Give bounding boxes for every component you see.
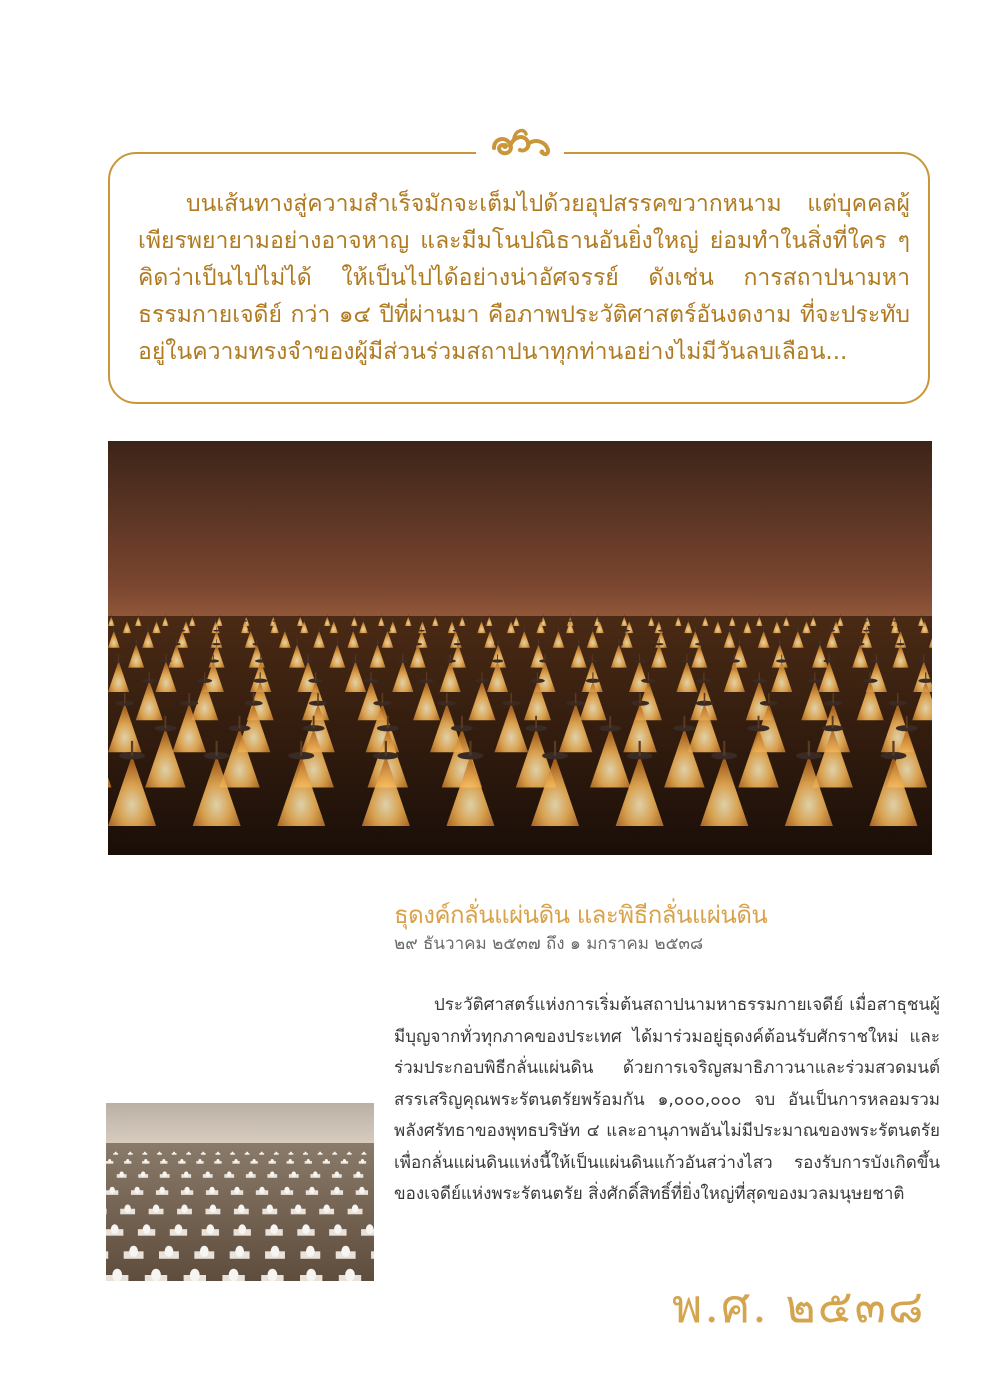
meditator-figure: [165, 1246, 174, 1257]
meditator-figure: [234, 1159, 237, 1163]
meditator-figure: [334, 1224, 342, 1234]
meditator-figure: [124, 1205, 131, 1213]
meditator-figure: [198, 1159, 201, 1163]
meditator-figure: [270, 1171, 274, 1177]
meditator-figure: [271, 1159, 274, 1163]
meditator-figure: [175, 1224, 183, 1234]
meditator-figure: [359, 1187, 364, 1194]
meditator-figure: [231, 1152, 233, 1155]
history-paragraph: [394, 990, 940, 1211]
meditator-figure: [341, 1246, 350, 1257]
meditator-figure: [173, 1152, 175, 1155]
meditator-figure: [209, 1187, 214, 1194]
meditator-figure: [335, 1171, 339, 1177]
floral-ornament-icon: [484, 124, 556, 164]
meditator-figure: [144, 1159, 147, 1163]
caption-date: ๒๙ ธันวาคม ๒๕๓๗ ถึง ๑ มกราคม ๒๕๓๘: [394, 934, 704, 954]
meditator-figure: [268, 1269, 278, 1281]
meditator-figure: [249, 1171, 253, 1177]
meditator-figure: [238, 1224, 246, 1234]
meditator-figure: [289, 1159, 292, 1163]
meditator-figure: [151, 1269, 161, 1281]
caption-title: ธุดงค์กลั่นแผ่นดิน และพิธีกลั่นแผ่นดิน: [394, 901, 768, 929]
meditator-figure: [238, 1205, 245, 1213]
meditator-figure: [271, 1246, 280, 1257]
meditator-figure: [267, 1205, 274, 1213]
meditator-figure: [306, 1269, 316, 1281]
year-label: พ.ศ. ๒๕๓๘: [672, 1279, 926, 1333]
meditator-figure: [153, 1205, 160, 1213]
meditator-figure: [304, 1152, 306, 1155]
meditator-figure: [202, 1152, 204, 1155]
meditator-figure: [120, 1171, 124, 1177]
meditator-figure: [302, 1224, 310, 1234]
meditator-figure: [246, 1152, 248, 1155]
meditator-figure: [134, 1187, 139, 1194]
meditator-figure: [227, 1171, 231, 1177]
intro-quote-text: บนเส้นทางสู่ความสำเร็จมักจะเต็มไปด้วยอุปสรรคขวากหนาม แต่บุคคลผู้เพียรพยายามอย่างอาจหาญ และมีมโนปณิธานอันยิ่งใหญ่ ย่อมทำในสิ่งที่ใคร ๆ คิดว่าเป็นไปไม่ได้ ให้เป็นไปได้อย่างน่าอัศจรรย์ ดังเช่น การสถาปนามหาธรรมกายเจดีย์ กว่า ๑๔ ปีที่ผ่านมา คือภาพประวัติศาสตร์อันงดงาม ที่จะประทับอยู่ในความทรงจำของผู้มีส่วนร่วมสถาปนาทุกท่านอย่างไม่มีวันลบเลือน...: [138, 191, 910, 365]
meditator-figure: [184, 1171, 188, 1177]
meditator-figure: [356, 1171, 360, 1177]
meditator-figure: [292, 1171, 296, 1177]
meditator-figure: [141, 1171, 145, 1177]
meditator-figure: [126, 1159, 129, 1163]
meditator-figure: [334, 1187, 339, 1194]
meditator-figure: [158, 1152, 160, 1155]
meditator-figure: [348, 1152, 350, 1155]
meditator-figure: [109, 1187, 114, 1194]
meditator-figure: [284, 1187, 289, 1194]
meditator-figure: [306, 1246, 315, 1257]
meditator-figure: [259, 1187, 264, 1194]
meditator-figure: [200, 1246, 209, 1257]
meditator-figure: [190, 1269, 200, 1281]
meditator-figure: [323, 1205, 330, 1213]
meditator-figure: [229, 1269, 239, 1281]
meditator-figure: [163, 1171, 167, 1177]
meditator-figure: [307, 1159, 310, 1163]
meditator-figure: [290, 1152, 292, 1155]
meditator-figure: [352, 1205, 359, 1213]
meditator-figure: [313, 1171, 317, 1177]
hero-photo-tents-at-dusk: [108, 441, 932, 855]
meditator-figure: [129, 1152, 131, 1155]
history-paragraph-text: ประวัติศาสตร์แห่งการเริ่มต้นสถาปนามหาธรรมกายเจดีย์ เมื่อสาธุชนผู้มีบุญจากทั่วทุกภาคของประเทศ ได้มาร่วมอยู่ธุดงค์ต้อนรับศักราชใหม่ และร่วมประกอบพิธีกลั่นแผ่นดิน ด้วยการเจริญสมาธิภาวนาและร่วมสวดมนต์สรรเสริญคุณพระรัตนตรัยพร้อมกัน ๑,๐๐๐,๐๐๐ จบ อันเป็นการหลอมรวมพลังศรัทธาของพุทธบริษัท ๔ และอานุภาพอันไม่มีประมาณของพระรัตนตรัย เพื่อกลั่นแผ่นดินแห่งนี้ให้เป็นแผ่นดินแก้วอันสว่างไสว รองรับการบังเกิดขึ้นของเจดีย์แห่งพระรัตนตรัย สิ่งศักดิ์สิทธิ์ที่ยิ่งใหญ่ที่สุดของมวลมนุษยชาติ: [394, 995, 940, 1204]
meditation-mat: [106, 1209, 107, 1215]
meditators-photo-illustration: [106, 1103, 374, 1281]
meditator-figure: [363, 1152, 365, 1155]
meditator-figure: [253, 1159, 256, 1163]
meditator-figure: [319, 1152, 321, 1155]
meditator-figure: [261, 1152, 263, 1155]
intro-quote: [138, 186, 910, 371]
meditator-figure: [361, 1159, 364, 1163]
meditator-figure: [129, 1246, 138, 1257]
meditation-mat: [106, 1251, 108, 1258]
meditator-figure: [162, 1159, 165, 1163]
meditator-figure: [309, 1187, 314, 1194]
meditator-figure: [184, 1187, 189, 1194]
meditator-figure: [108, 1159, 111, 1163]
meditator-figure: [207, 1224, 215, 1234]
meditator-figure: [111, 1224, 119, 1234]
meditator-figure: [210, 1205, 217, 1213]
meditator-figure: [180, 1159, 183, 1163]
meditator-figure: [334, 1152, 336, 1155]
meditator-figure: [234, 1187, 239, 1194]
meditation-mat: [371, 1251, 374, 1258]
meditator-figure: [188, 1152, 190, 1155]
meditator-figure: [275, 1152, 277, 1155]
meditator-figure: [112, 1269, 122, 1281]
meditator-figure: [270, 1224, 278, 1234]
meditator-figure: [181, 1205, 188, 1213]
meditators-photo: [106, 1103, 374, 1281]
meditator-figure: [366, 1224, 374, 1234]
meditator-figure: [345, 1269, 355, 1281]
meditator-figure: [235, 1246, 244, 1257]
meditator-figure: [159, 1187, 164, 1194]
meditator-figure: [325, 1159, 328, 1163]
meditator-figure: [217, 1152, 219, 1155]
meditator-figure: [343, 1159, 346, 1163]
hero-photo-illustration: [108, 441, 932, 855]
meditator-figure: [206, 1171, 210, 1177]
meditator-figure: [144, 1152, 146, 1155]
meditator-figure: [143, 1224, 151, 1234]
meditator-figure: [115, 1152, 117, 1155]
meditator-figure: [216, 1159, 219, 1163]
meditator-figure: [295, 1205, 302, 1213]
